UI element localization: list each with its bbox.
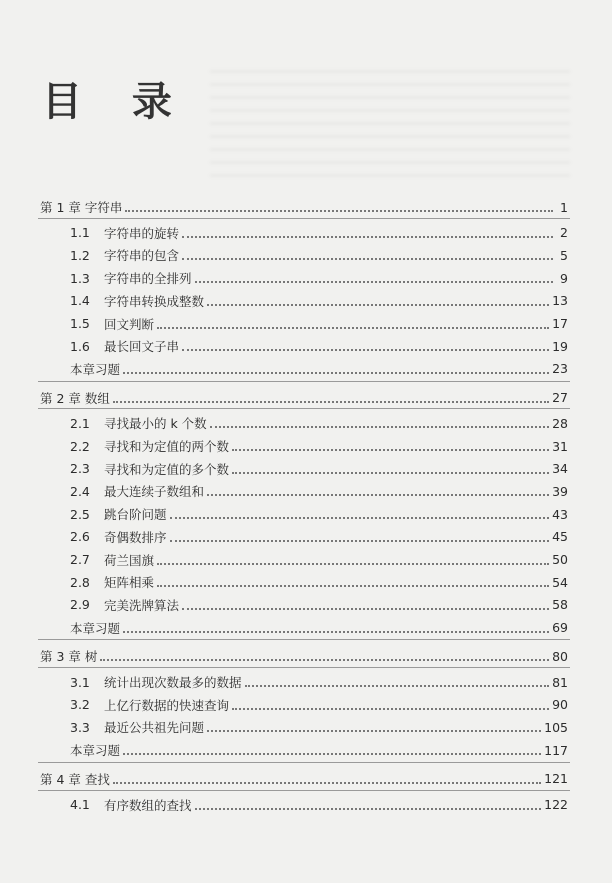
- page-number: 31: [552, 438, 568, 454]
- section-number: 2.3: [70, 461, 90, 477]
- dot-leader: [170, 540, 550, 542]
- toc-section-entry[interactable]: [70, 222, 568, 244]
- toc-section-entry[interactable]: [70, 412, 568, 434]
- section-number: 1.1: [70, 225, 90, 241]
- page-number: 81: [552, 674, 568, 690]
- page-number: 58: [552, 597, 568, 613]
- section-number: 2.7: [70, 552, 90, 567]
- toc-section-entry[interactable]: [70, 794, 568, 816]
- chapter-divider: [38, 408, 570, 409]
- chapter-title: 第 4 章 查找: [40, 771, 110, 787]
- section-title: 上亿行数据的快速查询: [104, 697, 230, 713]
- dot-leader: [232, 708, 549, 710]
- page-number: 17: [552, 316, 568, 331]
- page-number: 105: [544, 719, 568, 735]
- section-title: 荷兰国旗: [104, 552, 155, 568]
- toc-section-entry[interactable]: [70, 480, 568, 502]
- dot-leader: [100, 659, 549, 661]
- page-number: 50: [552, 552, 568, 567]
- toc-chapter-entry[interactable]: [40, 196, 568, 218]
- page-number: 122: [544, 797, 568, 812]
- page-number: 19: [552, 338, 568, 354]
- section-title: 字符串转换成整数: [104, 293, 205, 309]
- section-title: 最近公共祖先问题: [104, 720, 205, 736]
- page-number: 90: [552, 697, 568, 713]
- toc-exercise-entry[interactable]: [70, 739, 568, 761]
- page-number: 27: [552, 390, 568, 406]
- section-number: 2.5: [70, 506, 90, 522]
- section-number: 2.4: [70, 483, 90, 499]
- toc-section-entry[interactable]: [70, 290, 568, 312]
- dot-leader: [182, 236, 553, 238]
- dot-leader: [207, 304, 549, 306]
- toc-section-entry[interactable]: [70, 335, 568, 357]
- chapter-title: 第 3 章 树: [40, 649, 98, 665]
- section-title: 回文判断: [104, 316, 155, 332]
- section-number: 2.1: [70, 415, 90, 431]
- page-number: 9: [560, 270, 568, 286]
- dot-leader: [123, 631, 549, 633]
- dot-leader: [210, 426, 549, 428]
- page-number: 13: [552, 293, 568, 309]
- section-number: 4.1: [70, 797, 90, 812]
- toc-section-entry[interactable]: [70, 694, 568, 716]
- section-number: 3.1: [70, 674, 90, 690]
- chapter-divider: [38, 639, 570, 640]
- toc-section-entry[interactable]: [70, 503, 568, 525]
- page-number: 1: [560, 199, 568, 215]
- dot-leader: [182, 349, 549, 351]
- dot-leader: [232, 449, 549, 451]
- page-number: 45: [552, 529, 568, 545]
- chapter-divider: [38, 667, 570, 668]
- toc-chapter-entry[interactable]: [40, 645, 568, 667]
- dot-leader: [113, 782, 541, 784]
- dot-leader: [123, 753, 541, 755]
- chapter-divider: [38, 762, 570, 763]
- chapter-title: 第 2 章 数组: [40, 390, 110, 406]
- toc-section-entry[interactable]: [70, 267, 568, 289]
- chapter-divider: [38, 381, 570, 382]
- page-number: 117: [544, 742, 568, 758]
- exercise-title: 本章习题: [70, 361, 121, 377]
- dot-leader: [245, 685, 550, 687]
- section-title: 字符串的旋转: [104, 225, 180, 241]
- page-number: 80: [552, 648, 568, 664]
- dot-leader: [207, 730, 541, 732]
- section-title: 寻找最小的 k 个数: [104, 416, 207, 432]
- dot-leader: [157, 563, 549, 565]
- dot-leader: [170, 517, 550, 519]
- page-number: 34: [552, 461, 568, 477]
- toc-section-entry[interactable]: [70, 435, 568, 457]
- dot-leader: [182, 608, 549, 610]
- dot-leader: [123, 372, 549, 374]
- toc-chapter-entry[interactable]: [40, 768, 568, 790]
- toc-exercise-entry[interactable]: [70, 358, 568, 380]
- section-title: 寻找和为定值的多个数: [104, 461, 230, 477]
- section-title: 字符串的全排列: [104, 271, 192, 287]
- section-number: 1.2: [70, 247, 90, 263]
- toc-section-entry[interactable]: [70, 716, 568, 738]
- section-title: 完美洗牌算法: [104, 597, 180, 613]
- toc-section-entry[interactable]: [70, 244, 568, 266]
- exercise-title: 本章习题: [70, 743, 121, 759]
- toc-section-entry[interactable]: [70, 571, 568, 593]
- page-number: 5: [560, 247, 568, 263]
- section-number: 2.6: [70, 529, 90, 545]
- section-number: 1.6: [70, 338, 90, 354]
- section-title: 矩阵相乘: [104, 575, 155, 591]
- toc-section-entry[interactable]: [70, 549, 568, 571]
- toc-section-entry[interactable]: [70, 671, 568, 693]
- page-number: 121: [544, 771, 568, 787]
- chapter-divider: [38, 218, 570, 219]
- page-number: 2: [560, 225, 568, 241]
- section-title: 字符串的包含: [104, 248, 180, 264]
- page-number: 39: [552, 483, 568, 499]
- toc-chapter-entry[interactable]: [40, 387, 568, 409]
- page-title: 目 录: [42, 79, 190, 125]
- toc-section-entry[interactable]: [70, 458, 568, 480]
- section-title: 最大连续子数组和: [104, 484, 205, 500]
- dot-leader: [207, 494, 549, 496]
- dot-leader: [182, 258, 553, 260]
- page-number: 54: [552, 574, 568, 590]
- dot-leader: [157, 327, 549, 329]
- section-number: 2.2: [70, 438, 90, 454]
- section-title: 最长回文子串: [104, 339, 180, 355]
- section-title: 寻找和为定值的两个数: [104, 439, 230, 454]
- toc-exercise-entry[interactable]: [70, 617, 568, 639]
- section-number: 1.5: [70, 316, 90, 331]
- section-number: 2.8: [70, 574, 90, 590]
- section-title: 跳台阶问题: [104, 507, 167, 523]
- section-title: 统计出现次数最多的数据: [104, 675, 242, 690]
- section-title: 有序数组的查找: [104, 797, 192, 813]
- page-number: 43: [552, 506, 568, 522]
- bleed-through-text: [210, 60, 570, 180]
- toc-section-entry[interactable]: [70, 313, 568, 335]
- section-title: 奇偶数排序: [104, 529, 167, 545]
- section-number: 3.3: [70, 719, 90, 735]
- dot-leader: [195, 808, 542, 810]
- section-number: 1.3: [70, 270, 90, 286]
- dot-leader: [195, 281, 553, 283]
- dot-leader: [113, 401, 549, 403]
- chapter-title: 第 1 章 字符串: [40, 200, 123, 215]
- page-number: 28: [552, 415, 568, 431]
- page-number: 69: [552, 620, 568, 636]
- chapter-divider: [38, 790, 570, 791]
- dot-leader: [157, 585, 549, 587]
- section-number: 2.9: [70, 597, 90, 613]
- section-number: 3.2: [70, 697, 90, 713]
- section-number: 1.4: [70, 293, 90, 309]
- page-number: 23: [552, 361, 568, 377]
- toc-section-entry[interactable]: [70, 594, 568, 616]
- exercise-title: 本章习题: [70, 620, 121, 636]
- dot-leader: [125, 210, 553, 212]
- toc-section-entry[interactable]: [70, 526, 568, 548]
- dot-leader: [232, 472, 549, 474]
